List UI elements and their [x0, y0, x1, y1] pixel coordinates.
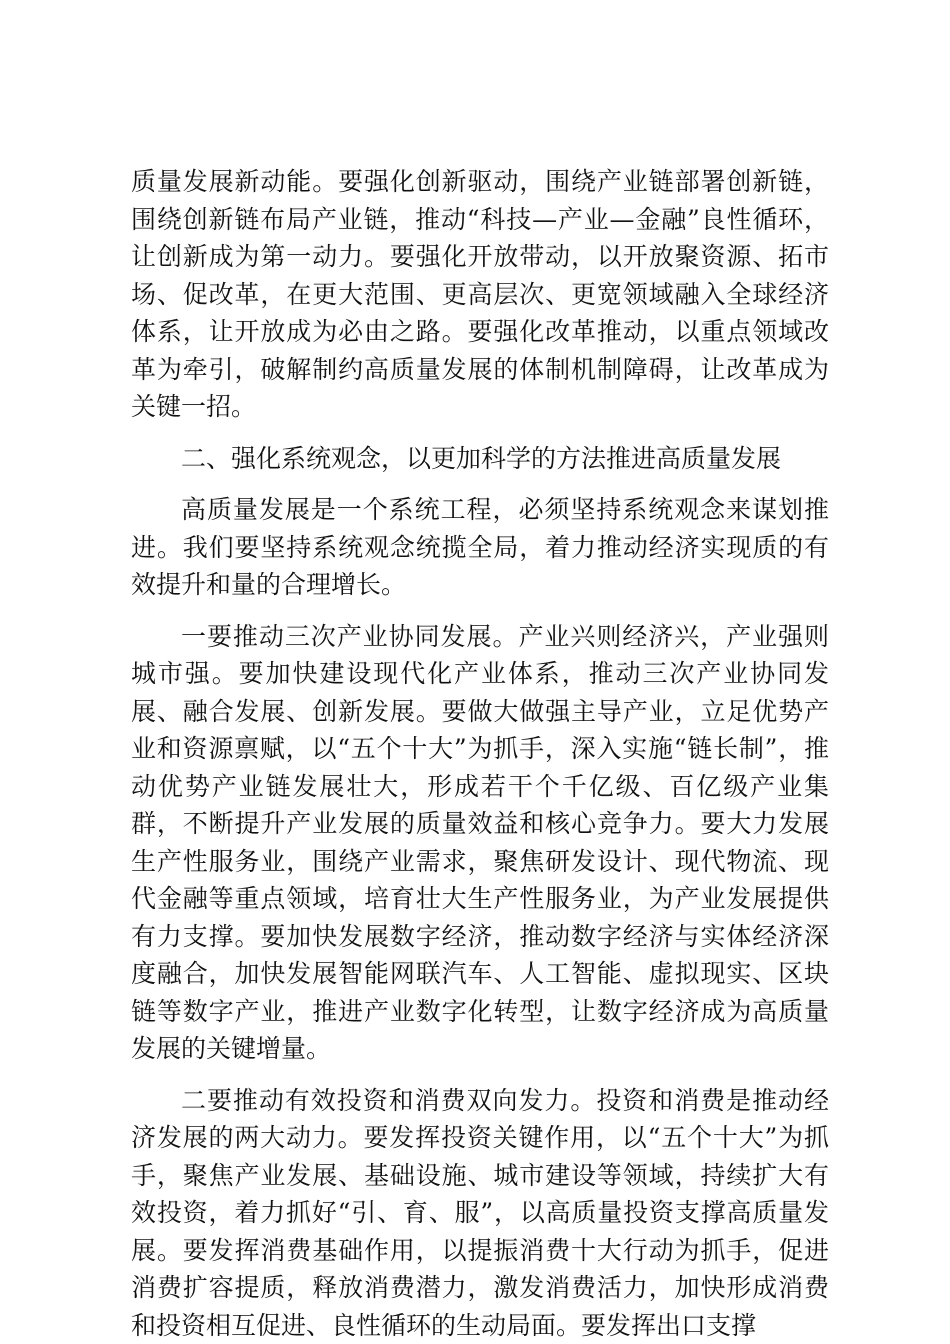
document-body: [131, 163, 829, 1344]
section-heading: 二、强化系统观念，以更加科学的方法推进高质量发展: [181, 443, 782, 473]
paragraph-investment: 二要推动有效投资和消费双向发力。投资和消费是推动经济发展的两大动力。要发挥投资关键作用，以“五个十大”为抓手，聚焦产业发展、基础设施、城市建设等领域，持续扩大有效投资，着力抓好“引、育、服”，以高质量投资支撑高质量发展。要发挥消费基础作用，以提振消费十大行动为抓手，促进消费扩容提质，释放消费潜力，激发消费活力，加快形成消费和投资相互促进、良性循环的生动局面。要发挥出口支撑: [131, 1085, 829, 1340]
paragraph-continuation: 质量发展新动能。要强化创新驱动，围绕产业链部署创新链，围绕创新链布局产业链，推动“科技—产业—金融”良性循环，让创新成为第一动力。要强化开放带动，以开放聚资源、拓市场、促改革，在更大范围、更高层次、更宽领域融入全球经济体系，让开放成为必由之路。要强化改革推动，以重点领域改革为牵引，破解制约高质量发展的体制机制障碍，让改革成为关键一招。: [131, 167, 829, 421]
paragraph-industry: 一要推动三次产业协同发展。产业兴则经济兴，产业强则城市强。要加快建设现代化产业体系，推动三次产业协同发展、融合发展、创新发展。要做大做强主导产业，立足优势产业和资源禀赋，以“五个十大”为抓手，深入实施“链长制”，推动优势产业链发展壮大，形成若干个千亿级、百亿级产业集群，不断提升产业发展的质量效益和核心竞争力。要大力发展生产性服务业，围绕产业需求，聚焦研发设计、现代物流、现代金融等重点领域，培育壮大生产性服务业，为产业发展提供有力支撑。要加快发展数字经济，推动数字经济与实体经济深度融合，加快发展智能网联汽车、人工智能、虚拟现实、区块链等数字产业，推进产业数字化转型，让数字经济成为高质量发展的关键增量。: [131, 621, 829, 1063]
paragraph-intro: 高质量发展是一个系统工程，必须坚持系统观念来谋划推进。我们要坚持系统观念统揽全局，着力推动经济实现质的有效提升和量的合理增长。: [131, 495, 829, 599]
